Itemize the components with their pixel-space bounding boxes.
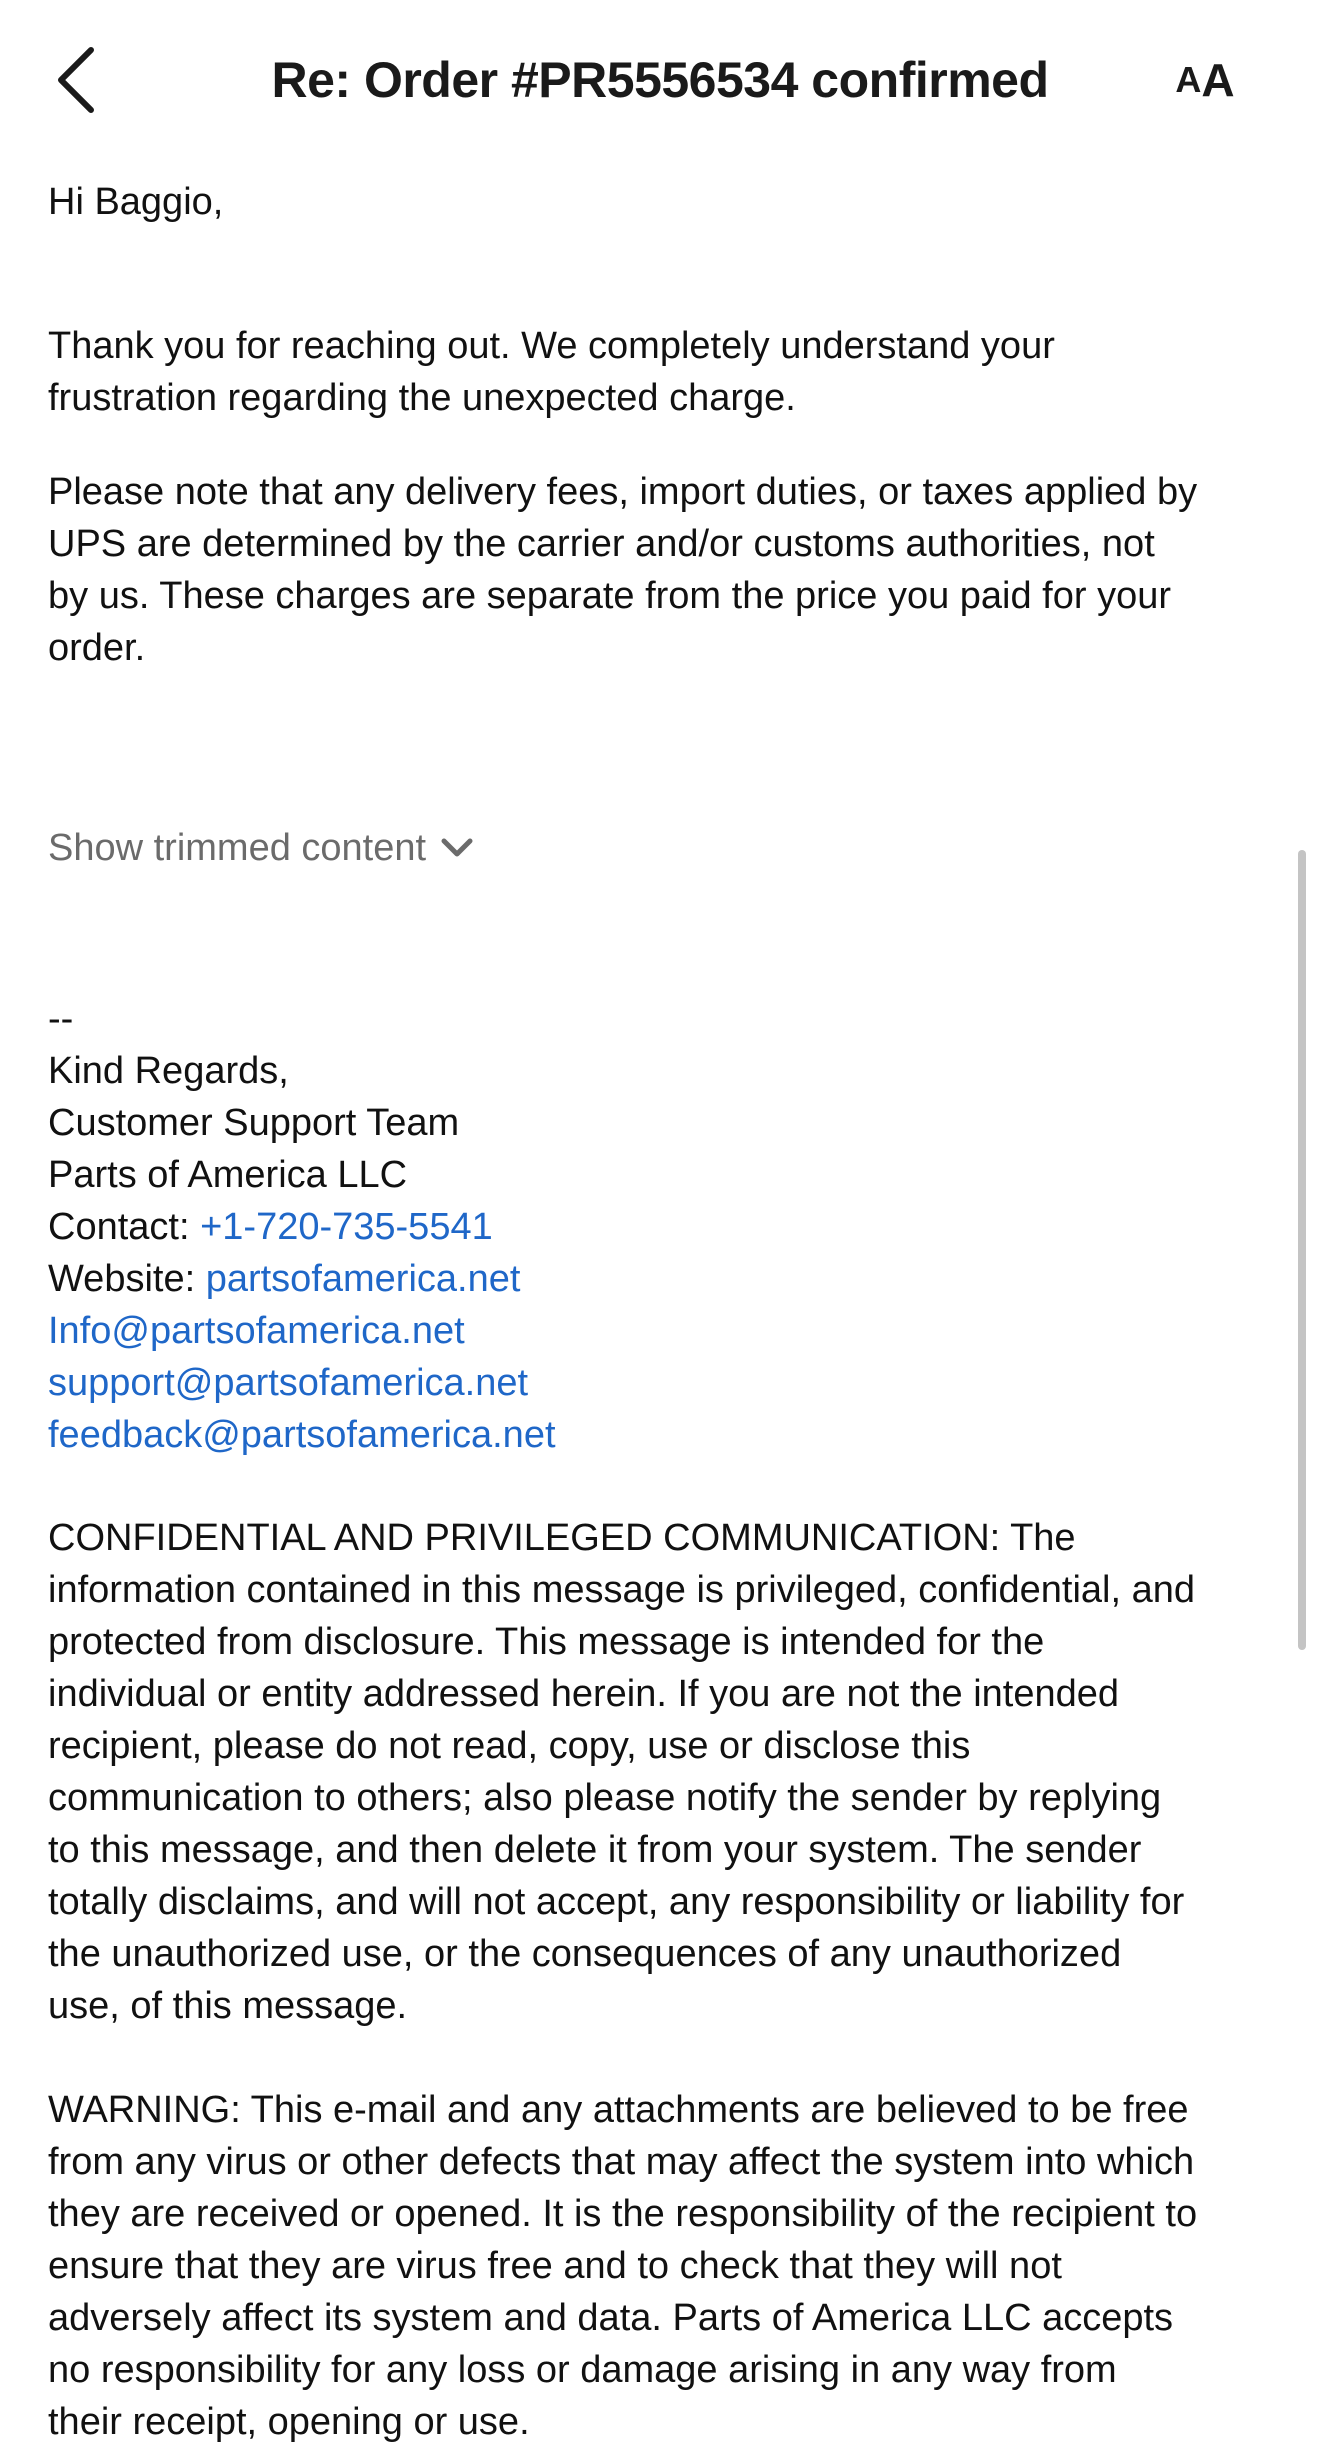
text-size-icon-large: A <box>1201 54 1235 106</box>
disclaimer-line: use, of this message. <box>48 1985 408 2027</box>
disclaimer-line: individual or entity addressed herein. If you are not the intended <box>48 1673 1120 1715</box>
paragraph-line: order. <box>48 627 146 669</box>
feedback-email-link[interactable]: feedback@partsofamerica.net <box>48 1414 556 1456</box>
paragraph-line: Please note that any delivery fees, import duties, or taxes applied by <box>48 471 1198 513</box>
warning-line: no responsibility for any loss or damage arising in any way from <box>48 2349 1117 2391</box>
signature-company: Parts of America LLC <box>48 1154 408 1196</box>
website-label: Website: <box>48 1258 196 1300</box>
signature-separator: -- <box>48 998 74 1040</box>
disclaimer-line: to this message, and then delete it from your system. The sender <box>48 1829 1142 1871</box>
signature-closing: Kind Regards, <box>48 1050 289 1092</box>
warning-line: adversely affect its system and data. Parts of America LLC accepts <box>48 2297 1174 2339</box>
phone-link[interactable]: +1-720-735-5541 <box>200 1206 493 1248</box>
disclaimer-line: recipient, please do not read, copy, use or disclose this <box>48 1725 971 1767</box>
chevron-down-icon <box>440 837 474 859</box>
paragraph-line: Thank you for reaching out. We completely understand your <box>48 325 1055 367</box>
text-size-button[interactable] <box>1150 40 1260 120</box>
chevron-left-icon <box>53 44 97 116</box>
email-signature <box>48 993 1268 1461</box>
signature-team: Customer Support Team <box>48 1102 460 1144</box>
email-subject: Re: Order #PR5556534 confirmed <box>271 52 1049 108</box>
paragraph-line: by us. These charges are separate from the price you paid for your <box>48 575 1172 617</box>
support-email-link[interactable]: support@partsofamerica.net <box>48 1362 529 1404</box>
paragraph-line: frustration regarding the unexpected charge. <box>48 377 796 419</box>
text-size-icon: A <box>1175 59 1202 100</box>
warning-line: from any virus or other defects that may affect the system into which <box>48 2141 1195 2183</box>
disclaimer-line: communication to others; also please notify the sender by replying <box>48 1777 1162 1819</box>
signature-support-email <box>48 1357 1268 1409</box>
show-trimmed-label: Show trimmed content <box>48 827 427 869</box>
signature-feedback-email <box>48 1409 1268 1461</box>
email-paragraph-2 <box>48 466 1268 674</box>
signature-website <box>48 1253 1268 1305</box>
show-trimmed-content-button[interactable] <box>48 822 474 874</box>
greeting-text: Hi Baggio, <box>48 181 224 223</box>
virus-warning <box>48 2084 1268 2448</box>
email-paragraph-1 <box>48 320 1268 424</box>
disclaimer-line: totally disclaims, and will not accept, any responsibility or liability for <box>48 1881 1185 1923</box>
contact-label: Contact: <box>48 1206 190 1248</box>
disclaimer-line: the unauthorized use, or the consequences of any unauthorized <box>48 1933 1122 1975</box>
signature-contact <box>48 1201 1268 1253</box>
warning-line: ensure that they are virus free and to check that they will not <box>48 2245 1062 2287</box>
signature-info-email <box>48 1305 1268 1357</box>
warning-line: WARNING: This e-mail and any attachments are believed to be free <box>48 2089 1189 2131</box>
confidentiality-notice <box>48 1512 1268 2032</box>
disclaimer-line: information contained in this message is privileged, confidential, and <box>48 1569 1195 1611</box>
warning-line: their receipt, opening or use. <box>48 2401 530 2443</box>
disclaimer-line: protected from disclosure. This message is intended for the <box>48 1621 1045 1663</box>
email-greeting <box>48 176 1268 228</box>
website-link[interactable]: partsofamerica.net <box>205 1258 521 1300</box>
back-button[interactable] <box>40 30 110 130</box>
warning-line: they are received or opened. It is the responsibility of the recipient to <box>48 2193 1198 2235</box>
disclaimer-line: CONFIDENTIAL AND PRIVILEGED COMMUNICATION: The <box>48 1517 1076 1559</box>
paragraph-line: UPS are determined by the carrier and/or customs authorities, not <box>48 523 1155 565</box>
email-header <box>0 0 1320 150</box>
scrollbar[interactable] <box>1298 850 1306 1650</box>
info-email-link[interactable]: Info@partsofamerica.net <box>48 1310 465 1352</box>
